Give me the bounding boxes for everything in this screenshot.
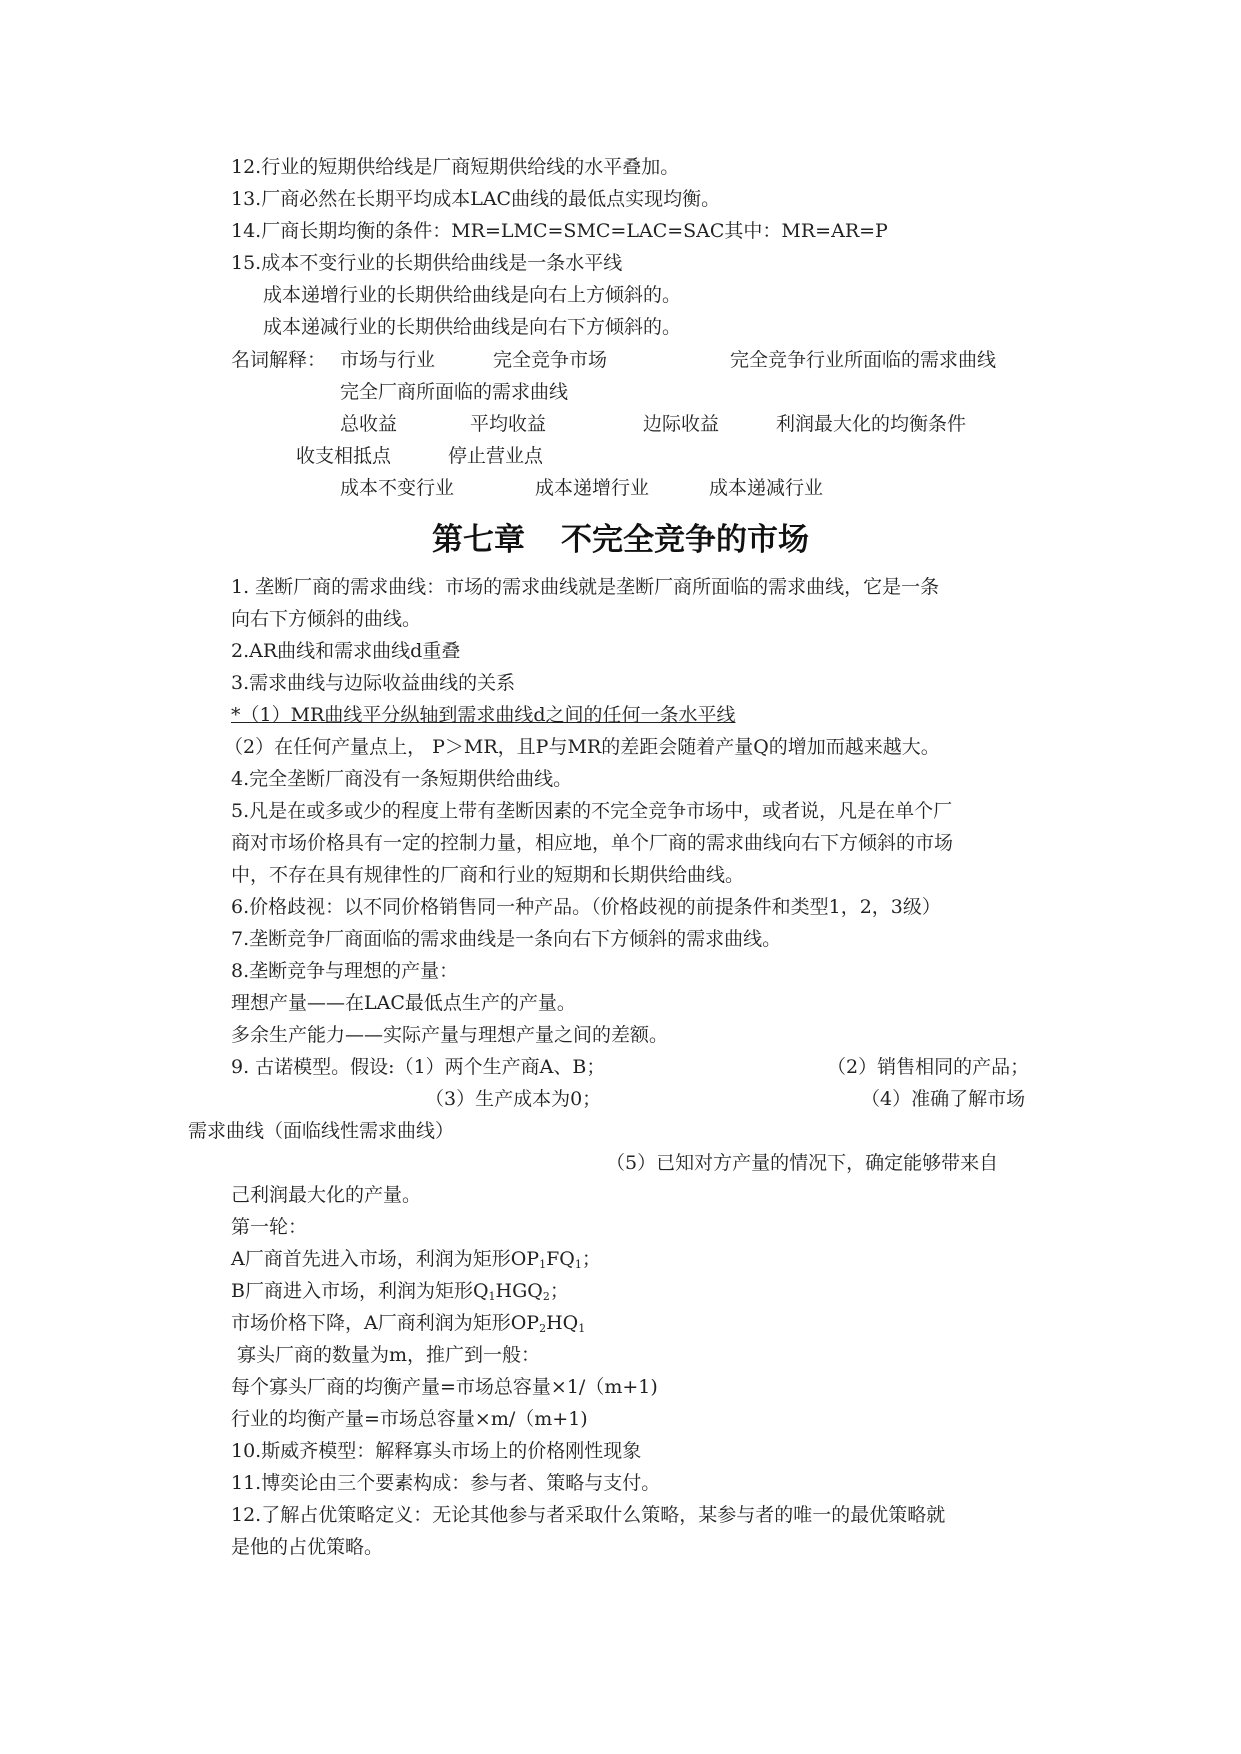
item-3-sub-2: （2）在任何产量点上， P＞MR，且P与MR的差距会随着产量Q的增加而越来越大。 [224,736,940,758]
term: 完全竞争行业所面临的需求曲线 [730,349,997,371]
item-2: 2.AR曲线和需求曲线d重叠 [231,640,461,662]
item-3-sub-1: *（1）MR曲线平分纵轴到需求曲线d之间的任何一条水平线 [231,704,736,726]
term: 成本递增行业 [535,477,650,499]
item-11: 11.博奕论由三个要素构成：参与者、策略与支付。 [231,1472,661,1494]
firm-b-profit: B厂商进入市场，利润为矩形$Q_1HGQ_2$； [231,1280,569,1303]
item-8: 8.垄断竞争与理想的产量： [231,960,459,982]
term: 完全竞争市场 [493,349,608,371]
item-12-industry-short-run-supply: 12.行业的短期供给线是厂商短期供给线的水平叠加。 [231,156,680,178]
item-9-assumption-1: 9. 古诺模型。假设:（1）两个生产商A、B； [231,1056,606,1078]
item-3: 3.需求曲线与边际收益曲线的关系 [231,672,516,694]
item-15-increasing-cost: 成本递增行业的长期供给曲线是向右上方倾斜的。 [263,284,682,306]
round-one-label: 第一轮： [231,1216,308,1238]
item-8-excess-capacity: 多余生产能力——实际产量与理想产量之间的差额。 [231,1024,669,1046]
item-9-assumption-4: （4）准确了解市场 [861,1088,1026,1110]
chapter-title [0,520,1241,560]
item-12-line-1: 12.了解占优策略定义：无论其他参与者采取什么策略，某参与者的唯一的最优策略就 [231,1504,946,1526]
oligopoly-generalization: 寡头厂商的数量为m，推广到一般： [237,1344,541,1366]
item-14-long-run-condition: 14.厂商长期均衡的条件：MR=LMC=SMC=LAC=SAC其中：MR=AR=P [231,220,888,242]
item-13-long-run-equilibrium: 13.厂商必然在长期平均成本LAC曲线的最低点实现均衡。 [231,188,721,210]
item-9-assumption-5-cont: 己利润最大化的产量。 [231,1184,422,1206]
item-9-assumption-5: （5）已知对方产量的情况下，确定能够带来自 [606,1152,999,1174]
item-12-line-2: 是他的占优策略。 [231,1536,384,1558]
term: 停止营业点 [448,445,544,467]
item-6: 6.价格歧视：以不同价格销售同一种产品。（价格歧视的前提条件和类型1，2，3级） [231,896,941,918]
item-9-assumption-2: （2）销售相同的产品； [827,1056,1030,1078]
chapter-name: 不完全竞争的市场 [561,522,809,558]
item-8-ideal-output: 理想产量——在LAC最低点生产的产量。 [231,992,576,1014]
item-15-constant-cost: 15.成本不变行业的长期供给曲线是一条水平线 [231,252,623,274]
item-15-decreasing-cost: 成本递减行业的长期供给曲线是向右下方倾斜的。 [263,316,682,338]
term: 边际收益 [643,413,720,435]
term: 总收益 [340,413,398,435]
chapter-number: 第七章 [432,522,525,558]
item-1-line-1: 1. 垄断厂商的需求曲线：市场的需求曲线就是垄断厂商所面临的需求曲线，它是一条 [231,576,940,598]
term: 成本不变行业 [340,477,455,499]
equation-firm-output: 每个寡头厂商的均衡产量=市场总容量×1/（m+1) [231,1376,658,1398]
item-5-line-2: 商对市场价格具有一定的控制力量，相应地，单个厂商的需求曲线向右下方倾斜的市场 [231,832,954,854]
item-1-line-2: 向右下方倾斜的曲线。 [231,608,422,630]
item-10: 10.斯威齐模型：解释寡头市场上的价格刚性现象 [231,1440,642,1462]
item-5-line-3: 中，不存在具有规律性的厂商和行业的短期和长期供给曲线。 [231,864,745,886]
item-9-assumption-4-cont: 需求曲线（面临线性需求曲线） [188,1120,455,1142]
term: 平均收益 [470,413,547,435]
term: 完全厂商所面临的需求曲线 [340,381,569,403]
firm-a-profit: A厂商首先进入市场，利润为矩形$OP_1FQ_1$； [231,1248,601,1271]
term: 市场与行业 [340,349,436,371]
terms-label: 名词解释： [231,349,327,371]
item-5-line-1: 5.凡是在或多或少的程度上带有垄断因素的不完全竞争市场中，或者说，凡是在单个厂 [231,800,953,822]
item-7: 7.垄断竞争厂商面临的需求曲线是一条向右下方倾斜的需求曲线。 [231,928,782,950]
term: 收支相抵点 [296,445,392,467]
equation-industry-output: 行业的均衡产量=市场总容量×m/（m+1) [231,1408,588,1430]
item-9-assumption-3: （3）生产成本为0； [425,1088,602,1110]
term: 利润最大化的均衡条件 [776,413,967,435]
item-4: 4.完全垄断厂商没有一条短期供给曲线。 [231,768,573,790]
price-drop-profit: 市场价格下降，A厂商利润为矩形$OP_2HQ_1$ [231,1312,586,1335]
term: 成本递减行业 [709,477,824,499]
